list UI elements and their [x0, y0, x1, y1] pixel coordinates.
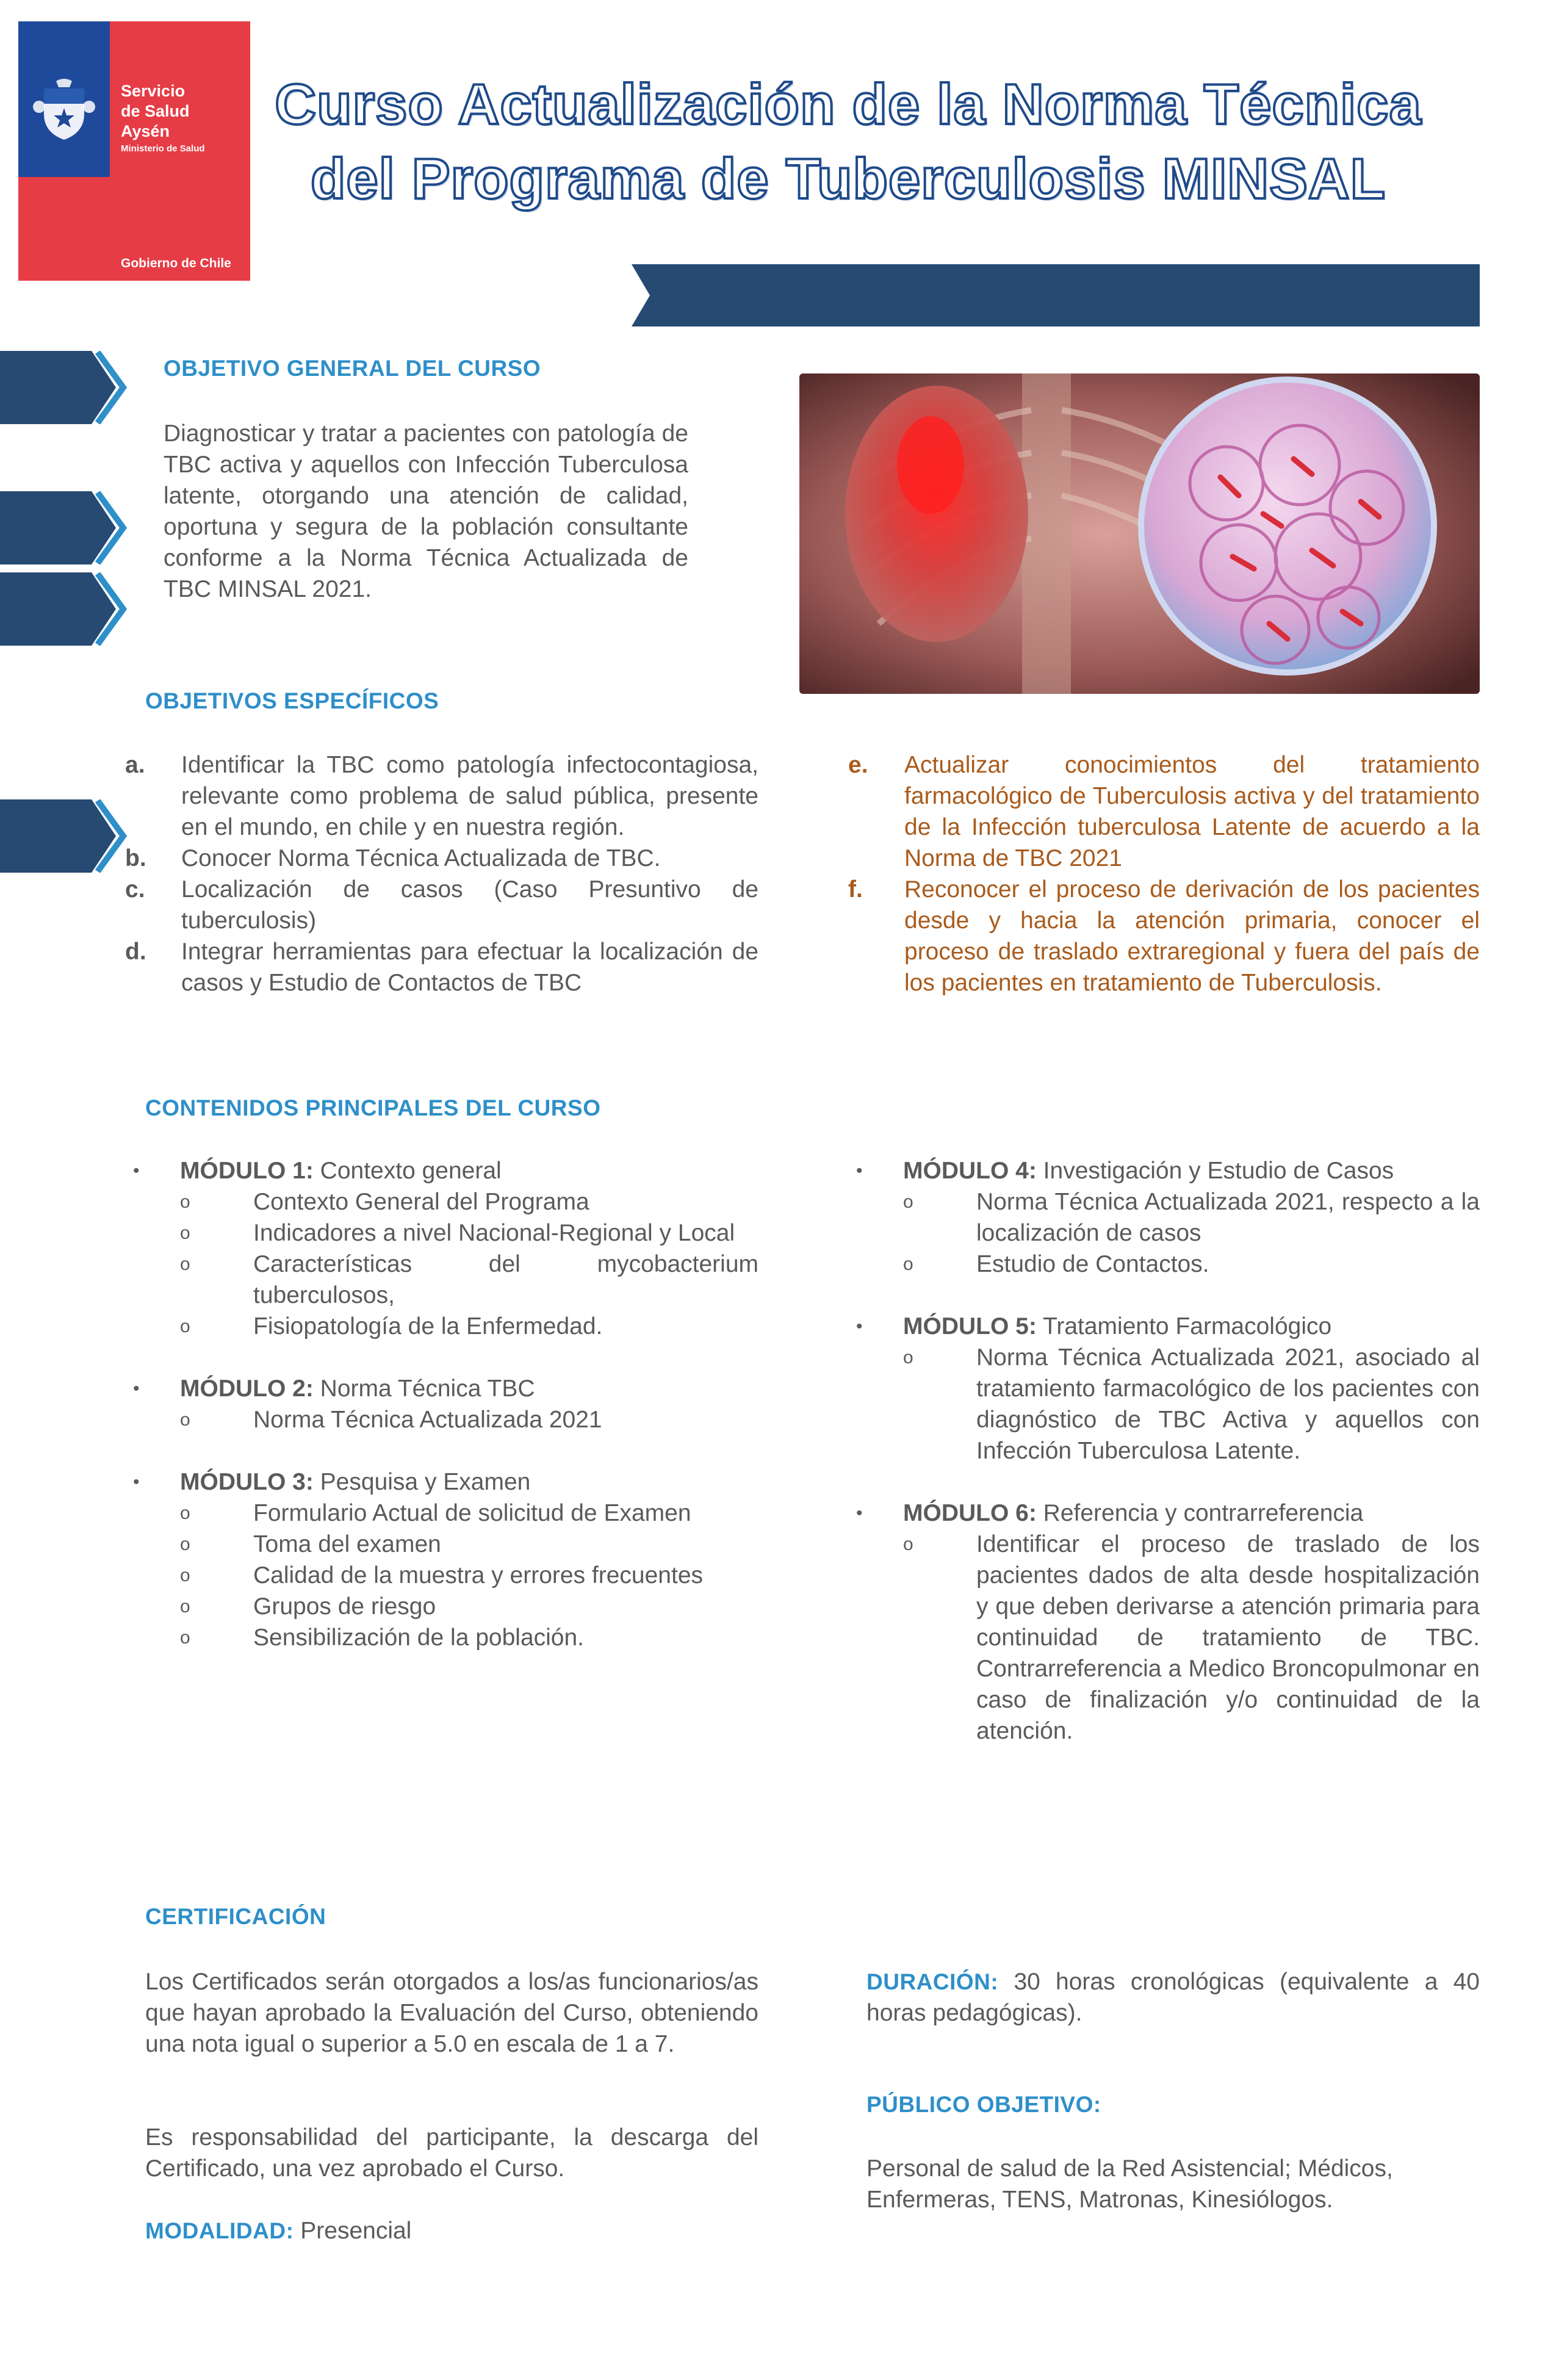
- logo-line-3: Aysén: [121, 122, 170, 140]
- module-subitem: [180, 1404, 758, 1435]
- list-marker: a.: [125, 752, 145, 778]
- sub-bullet-icon: o: [180, 1565, 190, 1585]
- module-item: [128, 1373, 758, 1435]
- sub-bullet-icon: o: [180, 1254, 190, 1274]
- sub-bullet-icon: o: [180, 1316, 190, 1336]
- sub-bullet-icon: o: [903, 1192, 913, 1212]
- page-title: [268, 67, 1428, 216]
- modules-right: [851, 1155, 1480, 1778]
- certification-text-1: Los Certificados serán otorgados a los/as funcionarios/as que hayan aprobado la Evaluación del Curso, obteniendo una nota igual o superior a 5.0 en escala de 1 a 7.: [145, 1969, 758, 2057]
- side-chevron-1: [0, 351, 128, 424]
- module-subitem: [180, 1591, 758, 1622]
- objective-text: Identificar la TBC como patología infectocontagiosa, relevante como problema de salud pública, presente en el mundo, en chile y en nuestra región.: [181, 752, 758, 840]
- audience-text: Personal de salud de la Red Asistencial; Médicos, Enfermeras, TENS, Matronas, Kinesiólogos.: [866, 2155, 1393, 2213]
- module-subitem: [180, 1498, 758, 1529]
- duration-value: 30 horas cronológicas (equivalente a 40 horas pedagógicas).: [866, 1969, 1480, 2026]
- module-title: Norma Técnica TBC: [320, 1376, 535, 1402]
- module-subitem: [903, 1186, 1480, 1249]
- module-label: MÓDULO 6:: [903, 1500, 1037, 1526]
- module-label: MÓDULO 1:: [180, 1158, 314, 1184]
- module-label: MÓDULO 2:: [180, 1376, 314, 1402]
- module-title: Investigación y Estudio de Casos: [1043, 1158, 1394, 1184]
- logo-government: Gobierno de Chile: [121, 256, 231, 270]
- module-item: [851, 1498, 1480, 1747]
- module-subitem: [903, 1529, 1480, 1747]
- tuberculosis-lung-illustration: [799, 373, 1480, 694]
- general-objective-text: Diagnosticar y tratar a pacientes con patología de TBC activa y aquellos con Infección Tuberculosa latente, otorgando una atención de calidad, oportuna y segura de la población consultante conforme a la Norma Técnica Actualizada de TBC MINSAL 2021.: [164, 420, 688, 602]
- module-subitems: [903, 1529, 1480, 1747]
- module-subitems: [903, 1342, 1480, 1466]
- module-subitem: [180, 1311, 758, 1342]
- module-title: Referencia y contrarreferencia: [1043, 1500, 1364, 1526]
- module-subitem-text: Identificar el proceso de traslado de los pacientes dados de alta desde hospitalización y que deben derivarse a atención primaria para continuidad de tratamiento de TBC. Contrarreferencia a Medico Broncopulmonar en caso de finalización y/o continuidad de la atención.: [976, 1531, 1480, 1744]
- logo: [18, 21, 250, 281]
- module-subitem: [180, 1217, 758, 1249]
- sub-bullet-icon: o: [180, 1192, 190, 1212]
- audience-heading: PÚBLICO OBJETIVO:: [866, 2092, 1101, 2117]
- module-label: MÓDULO 5:: [903, 1313, 1037, 1340]
- module-subitems: [903, 1186, 1480, 1280]
- module-subitem-text: Fisiopatología de la Enfermedad.: [253, 1313, 603, 1340]
- list-marker: f.: [848, 876, 863, 903]
- modality-label: MODALIDAD:: [145, 2218, 294, 2243]
- module-subitem-text: Contexto General del Programa: [253, 1189, 589, 1215]
- objective-item-e: [848, 749, 1480, 874]
- objective-text: Conocer Norma Técnica Actualizada de TBC.: [181, 845, 661, 871]
- module-subitem-text: Estudio de Contactos.: [976, 1251, 1209, 1277]
- objective-item-b: [125, 843, 758, 874]
- list-marker: e.: [848, 752, 868, 778]
- logo-brand: [121, 81, 190, 142]
- module-subitem-text: Grupos de riesgo: [253, 1593, 436, 1620]
- module-subitem: [180, 1249, 758, 1311]
- module-title: Pesquisa y Examen: [320, 1469, 531, 1495]
- module-subitem: [903, 1342, 1480, 1466]
- logo-line-1: Servicio: [121, 82, 185, 100]
- objective-item-c: [125, 874, 758, 936]
- duration-label: DURACIÓN:: [866, 1969, 999, 1994]
- sub-bullet-icon: o: [180, 1410, 190, 1430]
- module-item: [128, 1155, 758, 1342]
- bullet-icon: •: [856, 1503, 863, 1523]
- list-marker: c.: [125, 876, 145, 903]
- title-line-1: Curso Actualización de la Norma Técnica: [275, 72, 1422, 136]
- objective-item-d: [125, 936, 758, 998]
- sub-bullet-icon: o: [180, 1596, 190, 1617]
- bullet-icon: •: [133, 1379, 140, 1399]
- module-subitem-text: Norma Técnica Actualizada 2021, respecto a la localización de casos: [976, 1189, 1480, 1246]
- specific-objectives-right: [848, 749, 1480, 998]
- bullet-icon: •: [133, 1472, 140, 1492]
- modules-left: [128, 1155, 758, 1684]
- general-objective-heading: OBJETIVO GENERAL DEL CURSO: [164, 356, 541, 381]
- specific-objectives-heading: OBJETIVOS ESPECÍFICOS: [145, 688, 439, 713]
- sub-bullet-icon: o: [180, 1534, 190, 1554]
- bullet-icon: •: [856, 1316, 863, 1336]
- side-chevron-2: [0, 491, 128, 564]
- title-ribbon: [632, 264, 1480, 326]
- module-title: Contexto general: [320, 1158, 502, 1184]
- title-line-2: del Programa de Tuberculosis MINSAL: [310, 146, 1386, 211]
- sub-bullet-icon: o: [903, 1347, 913, 1368]
- module-item: [851, 1155, 1480, 1280]
- module-subitem: [180, 1186, 758, 1217]
- logo-line-2: de Salud: [121, 102, 190, 120]
- module-title: Tratamiento Farmacológico: [1042, 1313, 1332, 1340]
- objective-item-a: [125, 749, 758, 843]
- module-subitems: [180, 1186, 758, 1342]
- module-subitems: [180, 1404, 758, 1435]
- side-chevron-4: [0, 799, 128, 873]
- modality: [145, 2215, 411, 2246]
- sub-bullet-icon: o: [180, 1223, 190, 1243]
- objective-item-f: [848, 874, 1480, 998]
- module-subitem-text: Indicadores a nivel Nacional-Regional y Local: [253, 1220, 735, 1246]
- module-subitem-text: Norma Técnica Actualizada 2021: [253, 1407, 602, 1433]
- module-item: [851, 1311, 1480, 1466]
- contents-heading: CONTENIDOS PRINCIPALES DEL CURSO: [145, 1095, 601, 1120]
- module-subitem-text: Norma Técnica Actualizada 2021, asociado al tratamiento farmacológico de los pacientes con diagnóstico de TBC Activa y aquellos con Infección Tuberculosa Latente.: [976, 1344, 1480, 1464]
- module-subitem-text: Características del mycobacterium tuberculosos,: [253, 1251, 758, 1308]
- objective-text: Reconocer el proceso de derivación de los pacientes desde y hacia la atención primaria, conocer el proceso de traslado extraregional y fuera del país de los pacientes en tratamiento de Tuberculosis.: [904, 876, 1480, 996]
- sub-bullet-icon: o: [180, 1628, 190, 1648]
- module-subitem-text: Toma del examen: [253, 1531, 441, 1557]
- specific-objectives-left: [125, 749, 758, 998]
- sub-bullet-icon: o: [903, 1534, 913, 1554]
- bullet-icon: •: [856, 1161, 863, 1181]
- side-chevron-3: [0, 572, 128, 646]
- sub-bullet-icon: o: [180, 1503, 190, 1523]
- certification-heading: CERTIFICACIÓN: [145, 1904, 326, 1929]
- objective-text: Integrar herramientas para efectuar la localización de casos y Estudio de Contactos de TBC: [181, 939, 758, 996]
- objective-text: Actualizar conocimientos del tratamiento farmacológico de Tuberculosis activa y del tratamiento de la Infección tuberculosa Latente de acuerdo a la Norma de TBC 2021: [904, 752, 1480, 871]
- bullet-icon: •: [133, 1161, 140, 1181]
- logo-ministry: Ministerio de Salud: [121, 143, 205, 154]
- module-subitem: [180, 1622, 758, 1653]
- module-subitem: [180, 1560, 758, 1591]
- sub-bullet-icon: o: [903, 1254, 913, 1274]
- list-marker: b.: [125, 845, 146, 871]
- coat-of-arms-icon: [32, 76, 96, 143]
- module-label: MÓDULO 3:: [180, 1469, 314, 1495]
- module-subitem-text: Calidad de la muestra y errores frecuentes: [253, 1562, 704, 1588]
- modality-value: Presencial: [300, 2218, 412, 2244]
- module-subitem: [180, 1529, 758, 1560]
- objective-text: Localización de casos (Caso Presuntivo de tuberculosis): [181, 876, 758, 934]
- duration: [866, 1966, 1480, 2028]
- module-item: [128, 1466, 758, 1653]
- certification-text-2: Es responsabilidad del participante, la descarga del Certificado, una vez aprobado el Curso.: [145, 2124, 758, 2182]
- list-marker: d.: [125, 939, 146, 965]
- module-subitem: [903, 1249, 1480, 1280]
- module-label: MÓDULO 4:: [903, 1158, 1037, 1184]
- module-subitem-text: Formulario Actual de solicitud de Examen: [253, 1500, 691, 1526]
- module-subitems: [180, 1498, 758, 1653]
- module-subitem-text: Sensibilización de la población.: [253, 1625, 585, 1651]
